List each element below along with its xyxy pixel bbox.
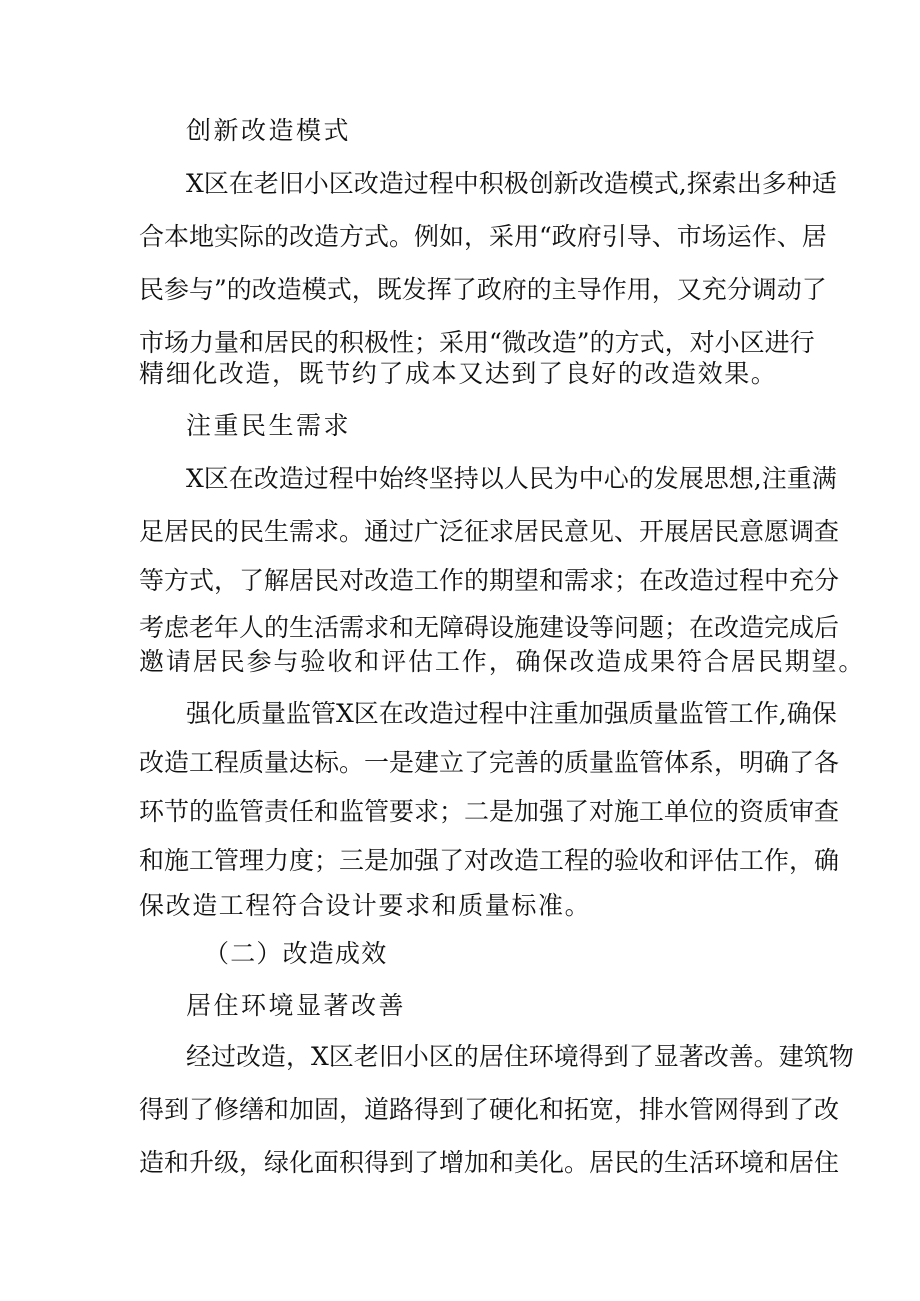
subsection-heading-results: （二）改造成效 bbox=[204, 939, 388, 968]
paragraph-line-last: 保改造工程符合设计要求和质量标准。 bbox=[139, 891, 592, 920]
paragraph-line: 环节的监管责任和监管要求；二是加强了对施工单位的资质审查 bbox=[139, 797, 840, 826]
paragraph-line: 考虑老年人的生活需求和无障碍设施建设等问题；在改造完成后 bbox=[139, 613, 840, 642]
paragraph-line: 强化质量监管X区在改造过程中注重加强质量监管工作,确保 bbox=[186, 699, 837, 728]
paragraph-line: X区在改造过程中始终坚持以人民为中心的发展思想,注重满 bbox=[186, 464, 837, 493]
section-heading-environment: 居住环境显著改善 bbox=[186, 991, 407, 1020]
paragraph-line: 造和升级，绿化面积得到了增加和美化。居民的生活环境和居住 bbox=[139, 1148, 840, 1177]
paragraph-line: 经过改造，X区老旧小区的居住环境得到了显著改善。建筑物 bbox=[186, 1042, 854, 1071]
paragraph-line: X区在老旧小区改造过程中积极创新改造模式,探索出多种适 bbox=[186, 169, 837, 198]
paragraph-line: 足居民的民生需求。通过广泛征求居民意见、开展居民意愿调查 bbox=[139, 517, 840, 546]
section-heading-innovate: 创新改造模式 bbox=[186, 116, 352, 145]
paragraph-line: 等方式，了解居民对改造工作的期望和需求；在改造过程中充分 bbox=[139, 566, 840, 595]
paragraph-line: 得到了修缮和加固，道路得到了硬化和拓宽，排水管网得到了改 bbox=[139, 1095, 840, 1124]
paragraph-line: 市场力量和居民的积极性；采用“微改造”的方式，对小区进行 bbox=[139, 328, 815, 357]
paragraph-line: 合本地实际的改造方式。例如，采用“政府引导、市场运作、居 bbox=[139, 222, 827, 251]
paragraph-line: 改造工程质量达标。一是建立了完善的质量监管体系，明确了各 bbox=[139, 748, 840, 777]
paragraph-line-last: 精细化改造，既节约了成本又达到了良好的改造效果。 bbox=[139, 359, 778, 388]
paragraph-line-last: 邀请居民参与验收和评估工作，确保改造成果符合居民期望。 bbox=[139, 647, 866, 676]
paragraph-line: 民参与”的改造模式，既发挥了政府的主导作用，又充分调动了 bbox=[139, 275, 827, 304]
section-heading-livelihood: 注重民生需求 bbox=[186, 411, 352, 440]
paragraph-line: 和施工管理力度；三是加强了对改造工程的验收和评估工作，确 bbox=[139, 846, 840, 875]
